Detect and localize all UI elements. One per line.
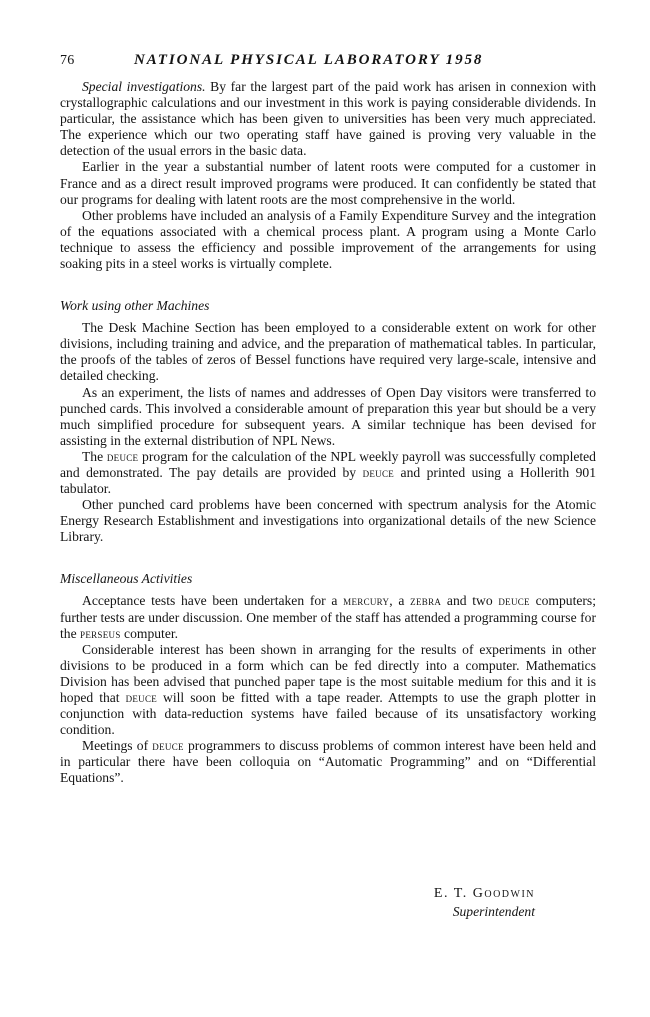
signatory-title: Superintendent [452,904,535,919]
text-run: Meetings of [82,738,153,754]
machine-name-deuce: deuce [152,739,184,754]
paragraph-punched-card: Other punched card problems have been concerned with spectrum analysis for the Atomic Energy Research Establishment and investigations into organizational details of the new Science Library. [60,497,596,545]
paragraph-special-investigations [60,79,596,159]
runin-heading: Special investigations. [82,79,206,94]
machine-name-mercury: mercury [343,594,390,609]
machine-name-deuce: deuce [362,465,395,480]
paragraph-acceptance-tests [60,593,596,641]
paragraph-experiment-results [60,642,596,739]
paragraph-payroll [60,449,596,497]
machine-name-deuce: deuce [498,594,530,609]
section-heading-other-machines: Work using other Machines [60,298,210,314]
text-run: computers; further tests are under discussion. One member of the staff has attended a programming course for the [60,593,596,641]
text-run: and two [441,593,499,609]
text-run: computer. [120,625,179,641]
text-run: , a [389,593,411,609]
section-heading-miscellaneous: Miscellaneous Activities [60,571,193,587]
paragraph-open-day: As an experiment, the lists of names and addresses of Open Day visitors were transferred to punched cards. This involved a considerable amount of preparation this year but should be a very much simplified procedure for subsequent years. A similar technique has been devised for assisting in the external distribution of NPL News. [60,384,596,448]
page-body [60,50,596,787]
paragraph-other-problems: Other problems have included an analysis of a Family Expenditure Survey and the integration of the equations associated with a chemical process plant. A program using a Monte Carlo technique to assess the efficiency and possible improvement of the arrangements for using soaking pits in a steel works is virtually complete. [60,207,596,272]
machine-name-perseus: perseus [80,626,121,641]
machine-name-deuce: deuce [125,691,158,705]
paragraph-meetings [60,738,596,786]
page-header [60,50,596,71]
text-run: Acceptance tests have been undertaken for a [82,593,344,609]
paragraph-text: By far the largest part of the paid work has arisen in connexion with crystallographic calculations and our investment in this work is paying considerable dividends. In particular, the assistance which has been given to universities has been very much appreciated. The experience which our two operating staff have gained is proving very valuable in the detection of the usual errors in the basic data. [60,79,596,159]
text-run: and printed using a Hollerith 901 tabulator. [60,464,596,497]
paragraph-latent-roots: Earlier in the year a substantial number of latent roots were computed for a customer in France and as a direct result improved programs were produced. It can confidently be stated that our programs for dealing with latent roots are the most comprehensive in the world. [60,159,596,207]
paragraph-desk-machine: The Desk Machine Section has been employed to a considerable extent on work for other divisions, including training and advice, and the preparation of mathematical tables. In particular, the proofs of the tables of zeros of Bessel functions have required very large-scale, intensive and detailed checking. [60,320,596,384]
running-head: NATIONAL PHYSICAL LABORATORY 1958 [134,52,484,68]
signatory-name: E. T. Goodwin [433,886,535,901]
text-run: programmers to discuss problems of common interest have been held and in particular there have been colloquia on “Automatic Programming” and on “Differential Equations”. [60,738,597,786]
text-run: program for the calculation of the NPL weekly payroll was successfully completed and demonstrated. The pay details are provided by [60,448,596,480]
page-number: 76 [60,53,75,68]
signature-block [385,885,535,920]
machine-name-deuce: deuce [106,449,139,464]
text-run: will soon be fitted with a tape reader. Attempts to use the graph plotter in conjunction with data-reduction systems have failed because of its unsatisfactory working condition. [60,690,596,738]
text-run: Considerable interest has been shown in arranging for the results of experiments in other divisions to be produced in a form which can be fed directly into a computer. Mathematics Division has been advised that punched paper tape is the most suitable medium for this and it is hoped that [60,641,596,705]
text-run: The [82,448,107,464]
machine-name-zebra: zebra [410,594,442,609]
